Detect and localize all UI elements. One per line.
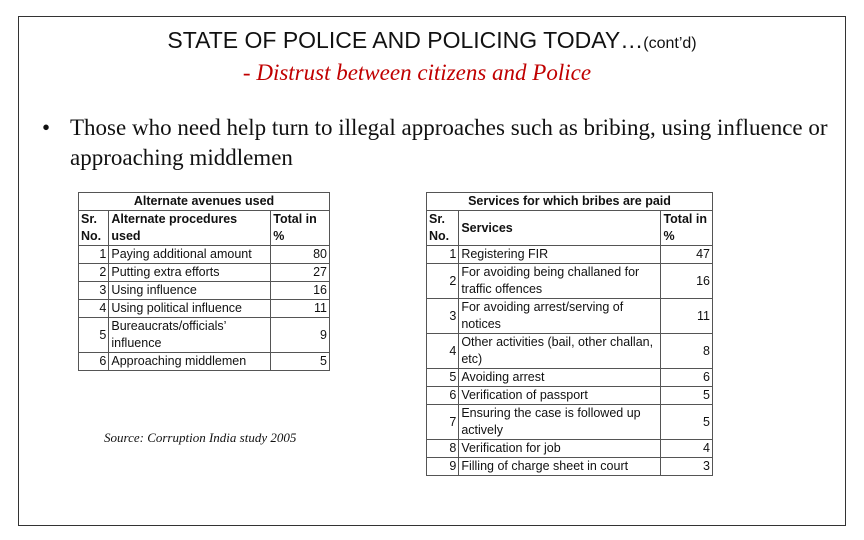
table-body	[427, 246, 713, 476]
row-number: 2	[79, 264, 109, 282]
row-value: 6	[661, 369, 713, 387]
row-value: 11	[271, 300, 330, 318]
row-value: 4	[661, 440, 713, 458]
bribes-services-table	[426, 192, 713, 476]
source-note: Source: Corruption India study 2005	[104, 430, 297, 445]
table-row	[79, 246, 330, 264]
column-header: Alternate procedures used	[109, 211, 271, 246]
row-value: 80	[271, 246, 330, 264]
table-row	[79, 353, 330, 371]
slide-title-suffix: (cont’d)	[643, 35, 697, 52]
row-label: Putting extra efforts	[109, 264, 271, 282]
table-body	[79, 246, 330, 371]
table-row	[427, 299, 713, 334]
table-header-row	[79, 211, 330, 246]
row-number: 5	[79, 318, 109, 353]
row-number: 1	[427, 246, 459, 264]
table-header-row	[427, 211, 713, 246]
bullet-text: Those who need help turn to illegal approaches such as bribing, using influence or approaching middlemen	[70, 115, 828, 170]
table-row	[79, 300, 330, 318]
row-number: 5	[427, 369, 459, 387]
row-label: Using influence	[109, 282, 271, 300]
column-header: Services	[459, 211, 661, 246]
table-row	[427, 405, 713, 440]
row-number: 1	[79, 246, 109, 264]
row-label: Avoiding arrest	[459, 369, 661, 387]
row-value: 11	[661, 299, 713, 334]
row-number: 6	[427, 387, 459, 405]
row-number: 4	[79, 300, 109, 318]
row-label: Approaching middlemen	[109, 353, 271, 371]
row-value: 27	[271, 264, 330, 282]
row-number: 2	[427, 264, 459, 299]
row-label: Filling of charge sheet in court	[459, 458, 661, 476]
row-number: 6	[79, 353, 109, 371]
row-label: Bureaucrats/officials’ influence	[109, 318, 271, 353]
column-header: Total in %	[661, 211, 713, 246]
bullet-icon: •	[42, 115, 51, 140]
row-label: Verification for job	[459, 440, 661, 458]
table-caption: Alternate avenues used	[79, 193, 330, 211]
table-row	[79, 318, 330, 353]
table-row	[427, 458, 713, 476]
row-number: 7	[427, 405, 459, 440]
slide-title	[0, 27, 864, 54]
row-label: Ensuring the case is followed up actively	[459, 405, 661, 440]
table-row	[79, 282, 330, 300]
row-number: 8	[427, 440, 459, 458]
table-row	[427, 334, 713, 369]
row-number: 9	[427, 458, 459, 476]
column-header: Sr. No.	[79, 211, 109, 246]
table-row	[427, 440, 713, 458]
row-label: Verification of passport	[459, 387, 661, 405]
row-number: 3	[79, 282, 109, 300]
row-label: Using political influence	[109, 300, 271, 318]
row-value: 8	[661, 334, 713, 369]
row-label: For avoiding being challaned for traffic offences	[459, 264, 661, 299]
table-caption: Services for which bribes are paid	[427, 193, 713, 211]
table-row	[79, 264, 330, 282]
column-header: Total in %	[271, 211, 330, 246]
row-label: For avoiding arrest/serving of notices	[459, 299, 661, 334]
row-value: 16	[661, 264, 713, 299]
row-value: 47	[661, 246, 713, 264]
row-label: Paying additional amount	[109, 246, 271, 264]
table-row	[427, 264, 713, 299]
row-label: Other activities (bail, other challan, etc)	[459, 334, 661, 369]
row-value: 5	[271, 353, 330, 371]
row-value: 16	[271, 282, 330, 300]
row-value: 5	[661, 405, 713, 440]
table-row	[427, 246, 713, 264]
row-label: Registering FIR	[459, 246, 661, 264]
alternate-avenues-table	[78, 192, 330, 371]
row-number: 4	[427, 334, 459, 369]
row-number: 3	[427, 299, 459, 334]
slide-subtitle: - Distrust between citizens and Police	[242, 60, 592, 85]
table-row	[427, 387, 713, 405]
table-row	[427, 369, 713, 387]
column-header: Sr. No.	[427, 211, 459, 246]
row-value: 5	[661, 387, 713, 405]
row-value: 3	[661, 458, 713, 476]
row-value: 9	[271, 318, 330, 353]
slide-title-text: STATE OF POLICE AND POLICING TODAY…	[167, 27, 644, 53]
